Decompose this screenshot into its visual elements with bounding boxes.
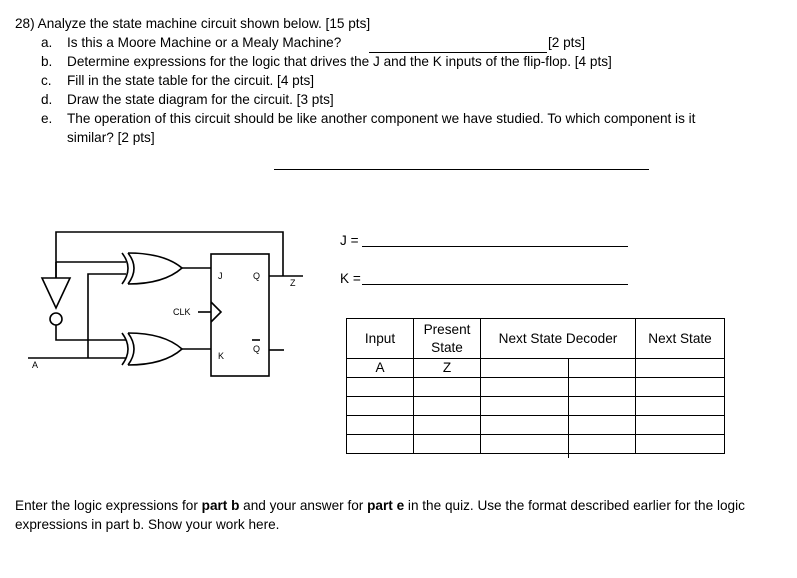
question-title: 28) Analyze the state machine circuit shown below. [15 pts] (15, 16, 371, 31)
k-answer-label: K = (340, 271, 361, 286)
part-d-text: Draw the state diagram for the circuit. [3 pts] (67, 92, 334, 107)
table-row (347, 378, 725, 397)
part-a-letter: a. (41, 35, 53, 50)
part-e (41, 110, 695, 128)
footer-bold-part-e: part e (367, 498, 405, 513)
state-table (346, 318, 725, 454)
xor-gate-top (128, 253, 182, 284)
subheader-next[interactable] (636, 359, 725, 378)
j-answer-line[interactable] (362, 246, 628, 247)
part-c-letter: c. (41, 73, 52, 88)
header-present-state: Present State (414, 319, 481, 359)
part-d-letter: d. (41, 92, 53, 107)
decoder-divider (568, 358, 569, 458)
part-c-text: Fill in the state table for the circuit. [4 pts] (67, 73, 315, 88)
header-next-state: Next State (636, 319, 725, 359)
clock-triangle (211, 302, 221, 322)
footer-instructions (15, 496, 785, 534)
table-row (347, 416, 725, 435)
part-e-text-cont: similar? [2 pts] (67, 130, 155, 145)
footer-text-2: and your answer for (239, 498, 368, 513)
j-answer-label: J = (340, 233, 359, 248)
table-row (347, 435, 725, 454)
footer-text-3: in the quiz. Use the format described earlier for the logic expressions in part b. Show your work here. (15, 498, 745, 532)
circuit-diagram (28, 222, 308, 380)
part-b-letter: b. (41, 54, 53, 69)
a-label: A (32, 360, 39, 370)
table-subheader-row (347, 359, 725, 378)
feedback-wire (56, 232, 283, 278)
z-label: Z (290, 278, 296, 288)
footer-text-1: Enter the logic expressions for (15, 498, 202, 513)
part-b (41, 53, 612, 71)
part-a-text: Is this a Moore Machine or a Mealy Machine? (67, 35, 342, 50)
part-a (41, 34, 341, 52)
k-label: K (218, 351, 225, 361)
part-e-text: The operation of this circuit should be like another component we have studied. To which component is it (67, 111, 696, 126)
qbar-label: Q (253, 344, 261, 354)
header-next-state-decoder: Next State Decoder (481, 319, 636, 359)
j-label: J (218, 271, 223, 281)
subheader-a: A (347, 359, 414, 378)
subheader-z: Z (414, 359, 481, 378)
part-a-points: [2 pts] (548, 35, 586, 50)
part-b-text: Determine expressions for the logic that drives the J and the K inputs of the flip-flop. [4 pts] (67, 54, 612, 69)
inverter-bubble (50, 313, 62, 325)
table-header-row (347, 319, 725, 359)
inverter-symbol (42, 278, 70, 308)
part-d (41, 91, 334, 109)
footer-bold-part-b: part b (201, 498, 240, 513)
part-e-letter: e. (41, 111, 53, 126)
table-row (347, 397, 725, 416)
clk-label: CLK (173, 307, 191, 317)
part-e-answer-line[interactable] (274, 169, 649, 170)
k-answer-line[interactable] (362, 284, 628, 285)
xor-gate-bottom (128, 333, 182, 365)
header-input: Input (347, 319, 414, 359)
q-label: Q (253, 271, 261, 281)
subheader-decoder-left[interactable] (481, 359, 636, 378)
part-c (41, 72, 314, 90)
